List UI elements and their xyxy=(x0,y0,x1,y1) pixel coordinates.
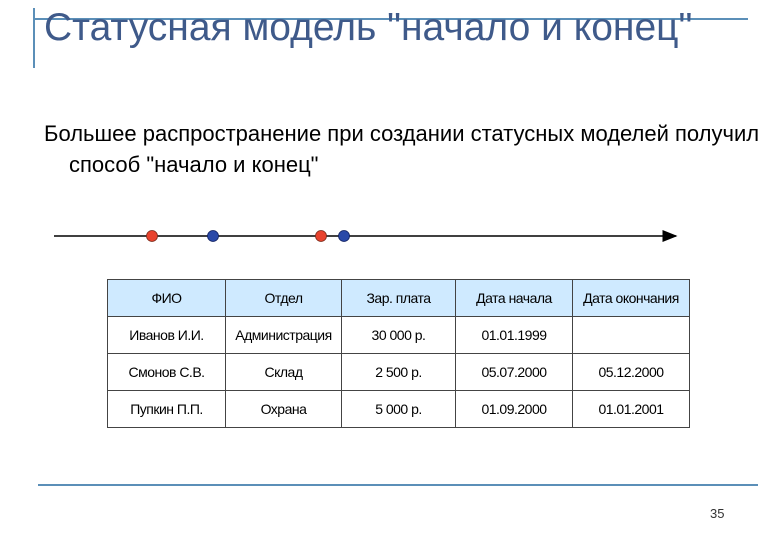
header-salary: Зар. плата xyxy=(342,280,456,317)
page-number: 35 xyxy=(710,506,725,521)
table-header-row xyxy=(108,280,690,317)
table-row xyxy=(108,354,690,391)
header-department: Отдел xyxy=(226,280,342,317)
timeline-diagram xyxy=(48,220,688,252)
header-end-date: Дата окончания xyxy=(573,280,690,317)
cell-end-date: 01.01.2001 xyxy=(573,391,690,428)
cell-salary: 30 000 р. xyxy=(342,317,456,354)
header-fio: ФИО xyxy=(108,280,226,317)
cell-salary: 5 000 р. xyxy=(342,391,456,428)
cell-start-date: 01.09.2000 xyxy=(456,391,573,428)
cell-fio: Пупкин П.П. xyxy=(108,391,226,428)
cell-salary: 2 500 р. xyxy=(342,354,456,391)
cell-end-date xyxy=(573,317,690,354)
header-start-date: Дата начала xyxy=(456,280,573,317)
table-row xyxy=(108,317,690,354)
cell-department: Администрация xyxy=(226,317,342,354)
cell-department: Охрана xyxy=(226,391,342,428)
cell-fio: Смонов С.В. xyxy=(108,354,226,391)
timeline-end-point xyxy=(339,231,350,242)
timeline-end-point xyxy=(208,231,219,242)
cell-end-date: 05.12.2000 xyxy=(573,354,690,391)
decorative-vertical-line xyxy=(33,8,35,68)
cell-department: Склад xyxy=(226,354,342,391)
table-row xyxy=(108,391,690,428)
cell-start-date: 05.07.2000 xyxy=(456,354,573,391)
slide-body-text: Большее распространение при создании статусных моделей получил способ "начало и конец" xyxy=(44,121,760,177)
employee-status-table xyxy=(107,279,690,428)
slide-title: Статусная модель "начало и конец" xyxy=(44,6,693,49)
timeline-start-point xyxy=(147,231,158,242)
decorative-bottom-line xyxy=(38,484,758,486)
timeline-start-point xyxy=(316,231,327,242)
cell-fio: Иванов И.И. xyxy=(108,317,226,354)
cell-start-date: 01.01.1999 xyxy=(456,317,573,354)
